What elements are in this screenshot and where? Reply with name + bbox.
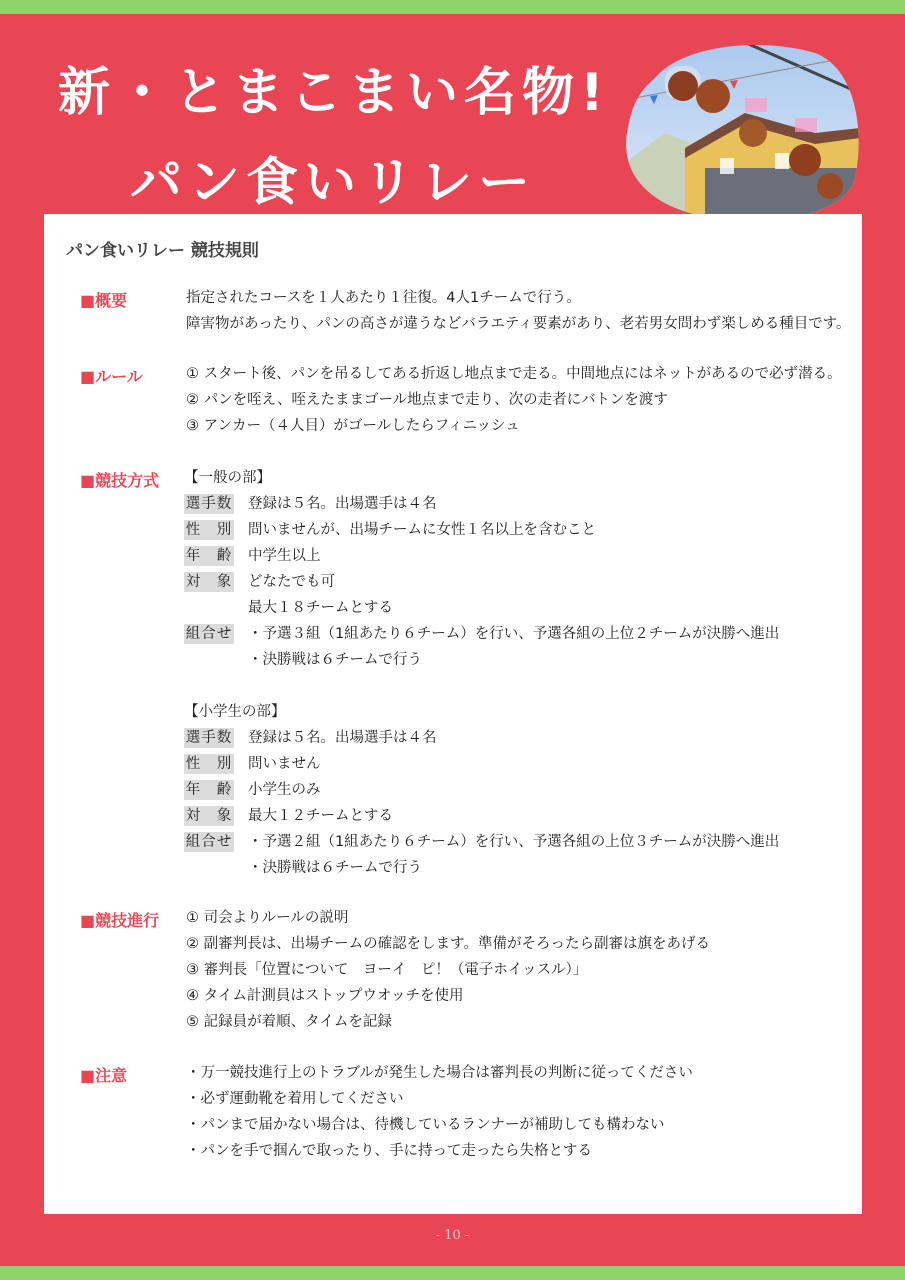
tag-target: 対 象 xyxy=(185,808,233,824)
title-line-2: パン食いリレー xyxy=(130,153,537,213)
overview-line: 指定されたコースを１人あたり１往復。4人1チームで行う。 xyxy=(186,290,581,306)
rule-line: ③ アンカー（４人目）がゴールしたらフィニッシュ xyxy=(186,418,520,434)
panel-title: パン食いリレー 競技規則 xyxy=(66,241,259,261)
tag-combination: 組合せ xyxy=(185,626,233,642)
progress-line: ⑤ 記録員が着順、タイムを記録 xyxy=(186,1014,392,1030)
general-row-text: ・予選３組（1組あたり６チーム）を行い、予選各組の上位２チームが決勝へ進出 xyxy=(248,626,780,642)
tag-players: 選手数 xyxy=(185,730,233,746)
elementary-row-text: ・予選２組（1組あたり６チーム）を行い、予選各組の上位３チームが決勝へ進出 xyxy=(248,834,780,850)
progress-line: ③ 審判長「位置について ヨーイ ピ！（電子ホイッスル）」 xyxy=(186,962,588,978)
general-row-text: 中学生以上 xyxy=(248,548,321,564)
general-row-text: 最大１８チームとする xyxy=(248,600,393,616)
title-line-1: 新・とまこまい名物! xyxy=(58,63,610,123)
progress-line: ① 司会よりルールの説明 xyxy=(186,910,349,926)
rules-label: ■ルール xyxy=(80,367,143,386)
general-row-text: 登録は５名。出場選手は４名 xyxy=(248,496,437,512)
general-row-text: 問いませんが、出場チームに女性１名以上を含むこと xyxy=(248,522,596,538)
tag-age: 年 齢 xyxy=(185,548,233,564)
overview-line: 障害物があったり、パンの高さが違うなどバラエティ要素があり、老若男女問わず楽しめる種目です。 xyxy=(186,316,851,332)
top-band xyxy=(0,0,905,14)
notes-line: ・万一競技進行上のトラブルが発生した場合は審判長の判断に従ってください xyxy=(186,1065,693,1081)
elementary-row-text: 登録は５名。出場選手は４名 xyxy=(248,730,437,746)
general-row-text: ・決勝戦は６チームで行う xyxy=(248,652,422,668)
tag-target: 対 象 xyxy=(185,574,233,590)
tag-players: 選手数 xyxy=(185,496,233,512)
notes-line: ・必ず運動靴を着用してください xyxy=(186,1091,404,1107)
page-number: - 10 - xyxy=(435,1228,470,1243)
tag-gender: 性 別 xyxy=(185,756,233,772)
elementary-row-text: 問いません xyxy=(248,756,321,772)
tag-combination: 組合せ xyxy=(185,834,233,850)
rule-line: ② パンを咥え、咥えたままゴール地点まで走り、次の走者にバトンを渡す xyxy=(186,392,668,408)
progress-label: ■競技進行 xyxy=(80,911,160,930)
general-heading: 【一般の部】 xyxy=(184,470,271,486)
tag-age: 年 齢 xyxy=(185,782,233,798)
elementary-heading: 【小学生の部】 xyxy=(184,704,286,720)
bottom-band xyxy=(0,1266,905,1280)
progress-line: ② 副審判長は、出場チームの確認をします。準備がそろったら副審は旗をあげる xyxy=(186,936,710,952)
notes-line: ・パンまで届かない場合は、待機しているランナーが補助しても構わない xyxy=(186,1117,665,1133)
rule-line: ① スタート後、パンを吊るしてある折返し地点まで走る。中間地点にはネットがあるので必ず潜る。 xyxy=(186,366,842,382)
format-label: ■競技方式 xyxy=(80,471,160,490)
overview-label: ■概要 xyxy=(80,291,128,310)
elementary-row-text: 最大１２チームとする xyxy=(248,808,393,824)
tag-gender: 性 別 xyxy=(185,522,233,538)
elementary-row-text: 小学生のみ xyxy=(248,782,321,798)
general-row-text: どなたでも可 xyxy=(248,574,335,590)
notes-label: ■注意 xyxy=(80,1066,128,1085)
bread-photo xyxy=(625,38,860,223)
notes-line: ・パンを手で掴んで取ったり、手に持って走ったら失格とする xyxy=(186,1143,592,1159)
elementary-row-text: ・決勝戦は６チームで行う xyxy=(248,860,422,876)
progress-line: ④ タイム計測員はストップウオッチを使用 xyxy=(186,988,464,1004)
